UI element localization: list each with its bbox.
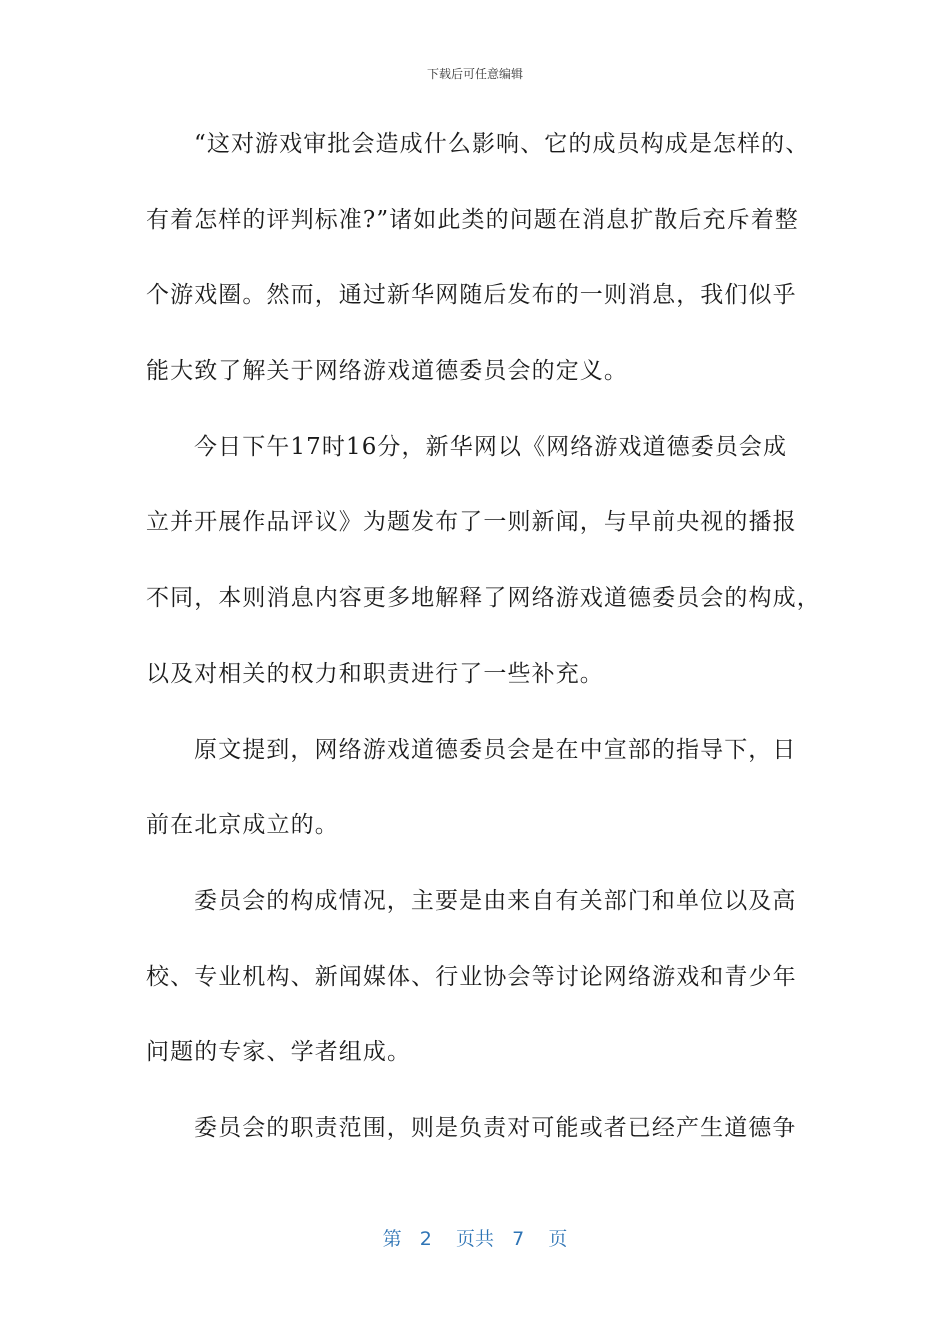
paragraph-line: 前在北京成立的。 — [146, 812, 339, 839]
paragraph-line: 委员会的职责范围，则是负责对可能或者已经产生道德争 — [194, 1114, 797, 1141]
paragraph-3 — [146, 727, 816, 878]
paragraph-5 — [146, 1105, 816, 1181]
page-label-suffix: 页 — [548, 1228, 568, 1250]
paragraph-line: 委员会的构成情况，主要是由来自有关部门和单位以及高 — [194, 887, 797, 914]
document-body — [146, 121, 821, 1181]
paragraph-line: 以及对相关的权力和职责进行了一些补充。 — [146, 660, 604, 687]
paragraph-line: 能大致了解关于网络游戏道德委员会的定义。 — [146, 358, 628, 385]
paragraph-line: 原文提到，网络游戏道德委员会是在中宣部的指导下，日 — [194, 736, 797, 763]
page-header — [0, 66, 950, 82]
current-page-number: 2 — [419, 1228, 432, 1250]
paragraph-line: 立并开展作品评议》为题发布了一则新闻，与早前央视的播报 — [146, 509, 797, 536]
page-label-prefix: 第 — [382, 1228, 402, 1250]
paragraph-1 — [146, 121, 816, 424]
header-text: 下载后可任意编辑 — [426, 67, 523, 81]
paragraph-line: 今日下午17时16分，新华网以《网络游戏道德委员会成 — [194, 433, 788, 460]
page-footer — [0, 1225, 950, 1253]
total-pages-number: 7 — [512, 1228, 525, 1250]
paragraph-line: 不同，本则消息内容更多地解释了网络游戏道德委员会的构成， — [146, 585, 821, 612]
paragraph-4 — [146, 878, 816, 1105]
paragraph-line: “这对游戏审批会造成什么影响、它的成员构成是怎样的、 — [194, 131, 810, 157]
paragraph-line: 校、专业机构、新闻媒体、行业协会等讨论网络游戏和青少年 — [146, 963, 797, 990]
paragraph-line: 个游戏圈。然而，通过新华网随后发布的一则消息，我们似乎 — [146, 282, 797, 309]
paragraph-2 — [146, 424, 821, 727]
paragraph-line: 有着怎样的评判标准?”诸如此类的问题在消息扩散后充斥着整 — [146, 206, 799, 233]
page-label-mid: 页共 — [455, 1228, 494, 1250]
paragraph-line: 问题的专家、学者组成。 — [146, 1039, 412, 1066]
